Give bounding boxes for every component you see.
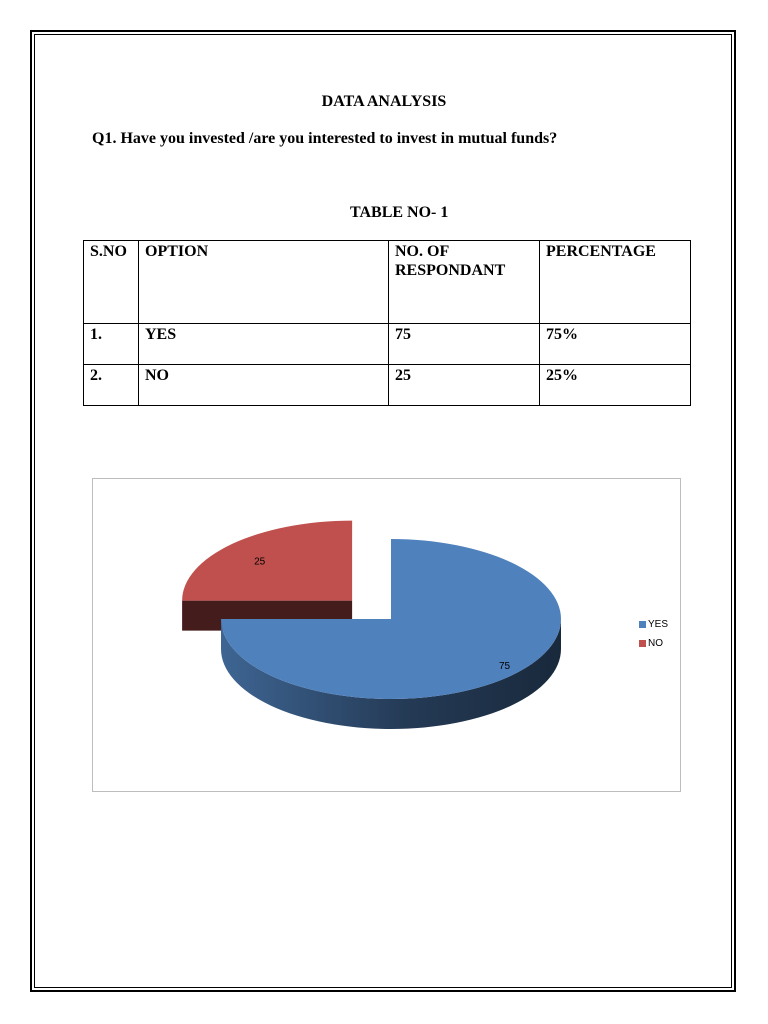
cell-respondents: 75: [389, 324, 540, 365]
legend-label-yes: YES: [648, 619, 669, 630]
data-label-yes: 75: [499, 661, 511, 672]
header-percentage: PERCENTAGE: [540, 241, 691, 324]
cell-option: YES: [139, 324, 389, 365]
pie-chart: [92, 478, 681, 792]
table-title: TABLE NO- 1: [350, 204, 449, 221]
header-option: OPTION: [139, 241, 389, 324]
legend-item-yes: [639, 615, 668, 634]
cell-option: NO: [139, 365, 389, 406]
cell-sno: 2.: [84, 365, 139, 406]
header-respondents: NO. OF RESPONDANT: [389, 241, 540, 324]
pie-chart-canvas: [93, 479, 680, 791]
table-row: [84, 324, 691, 365]
legend-label-no: NO: [648, 638, 663, 649]
data-table: [83, 240, 691, 406]
question-text: Q1. Have you invested /are you interested to invest in mutual funds?: [92, 130, 558, 147]
legend-swatch-yes: [639, 621, 646, 628]
data-label-no: 25: [254, 556, 266, 568]
cell-sno: 1.: [84, 324, 139, 365]
cell-percentage: 25%: [540, 365, 691, 406]
table-row: [84, 365, 691, 406]
table-header-row: [84, 241, 691, 324]
page-heading: DATA ANALYSIS: [321, 93, 447, 110]
legend-swatch-no: [639, 640, 646, 647]
legend-item-no: [639, 634, 668, 653]
cell-respondents: 25: [389, 365, 540, 406]
chart-legend: [639, 615, 668, 653]
pie-slice-no: [182, 521, 352, 631]
header-sno: S.NO: [84, 241, 139, 324]
cell-percentage: 75%: [540, 324, 691, 365]
